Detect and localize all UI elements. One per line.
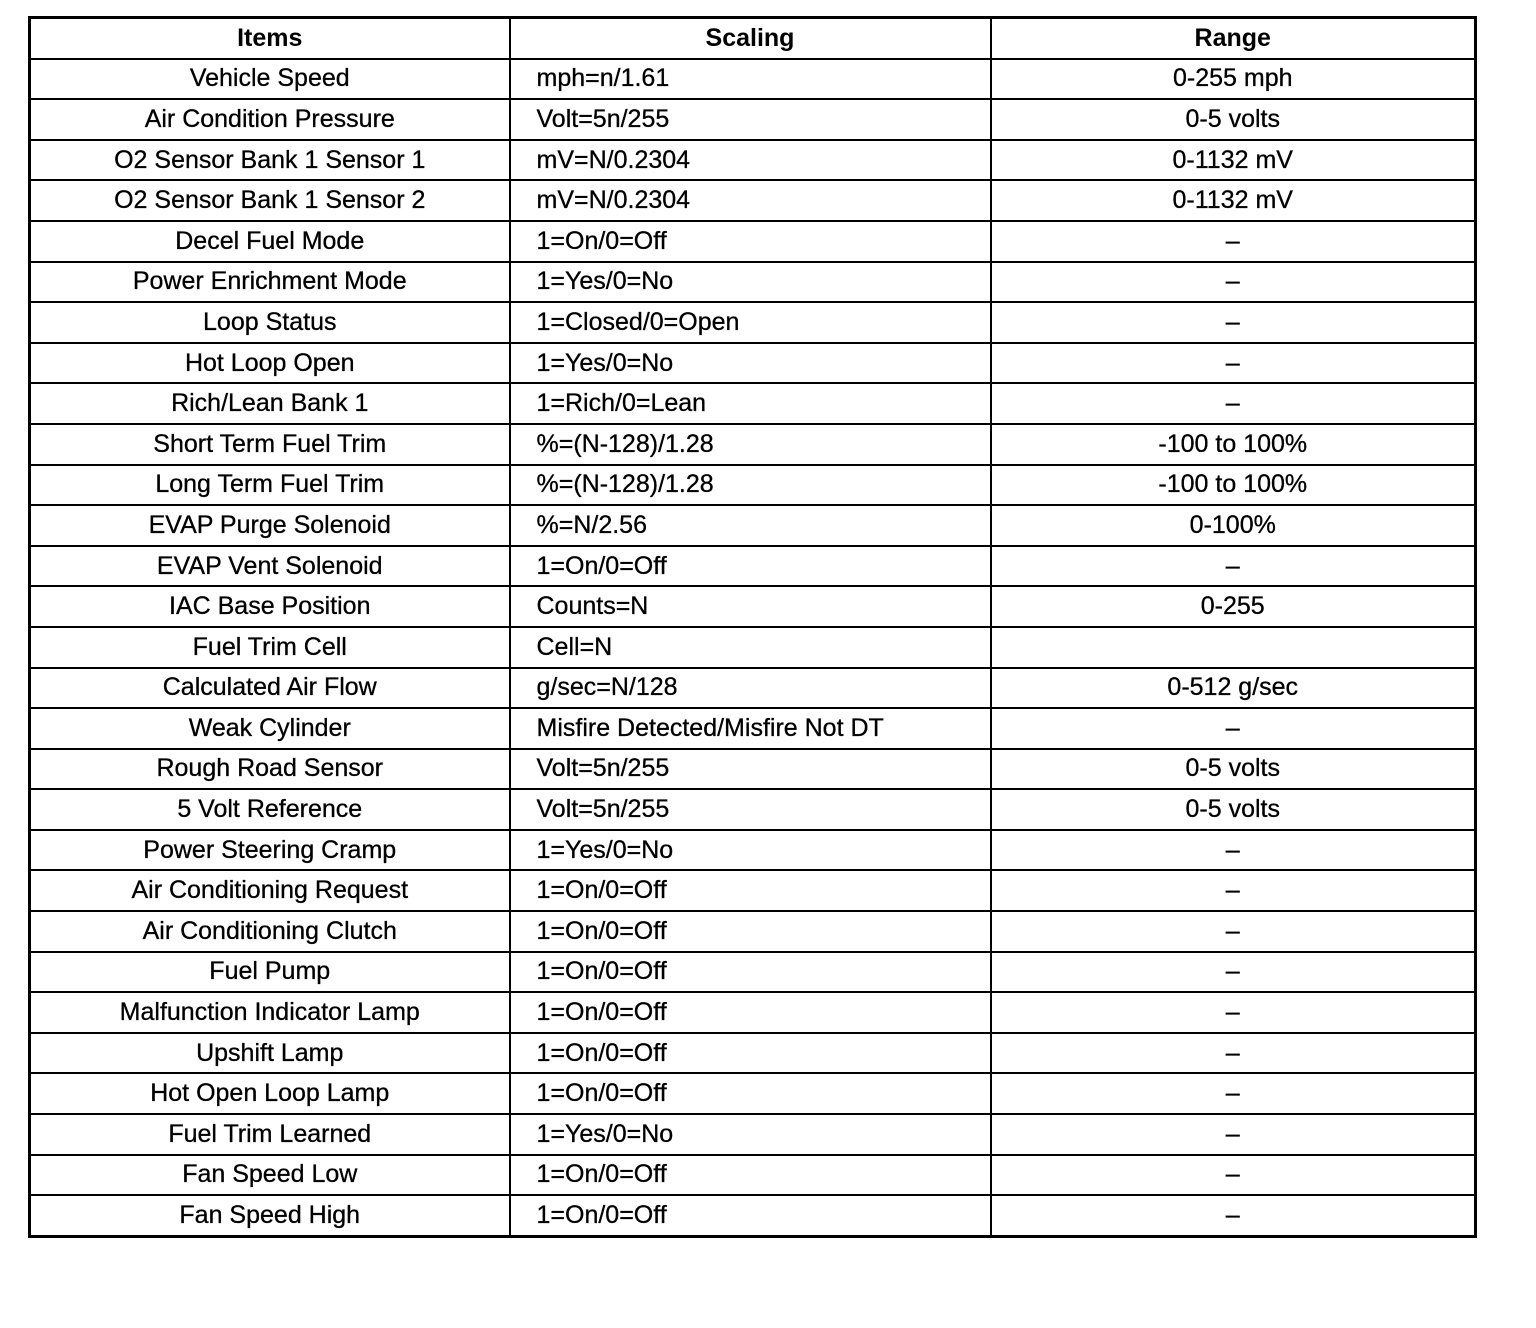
cell-scaling: mph=n/1.61 <box>510 59 991 100</box>
cell-range: – <box>991 1033 1476 1074</box>
table-row <box>30 302 1476 343</box>
cell-range: 0-5 volts <box>991 749 1476 790</box>
table-row <box>30 992 1476 1033</box>
table-row <box>30 343 1476 384</box>
cell-scaling: Volt=5n/255 <box>510 789 991 830</box>
cell-range: 0-1132 mV <box>991 140 1476 181</box>
cell-scaling: Volt=5n/255 <box>510 99 991 140</box>
cell-range: – <box>991 952 1476 993</box>
cell-range: – <box>991 708 1476 749</box>
cell-item: Power Steering Cramp <box>30 830 510 871</box>
cell-item: Rough Road Sensor <box>30 749 510 790</box>
cell-scaling: mV=N/0.2304 <box>510 180 991 221</box>
cell-range: 0-5 volts <box>991 789 1476 830</box>
cell-range: 0-512 g/sec <box>991 668 1476 709</box>
cell-item: Decel Fuel Mode <box>30 221 510 262</box>
cell-item: Air Conditioning Request <box>30 870 510 911</box>
cell-scaling: 1=Yes/0=No <box>510 262 991 303</box>
cell-scaling: Misfire Detected/Misfire Not DT <box>510 708 991 749</box>
cell-range: – <box>991 992 1476 1033</box>
cell-scaling: 1=Rich/0=Lean <box>510 383 991 424</box>
cell-scaling: 1=Closed/0=Open <box>510 302 991 343</box>
cell-item: Vehicle Speed <box>30 59 510 100</box>
table-row <box>30 221 1476 262</box>
cell-range: -100 to 100% <box>991 465 1476 506</box>
cell-scaling: 1=Yes/0=No <box>510 830 991 871</box>
table-row <box>30 140 1476 181</box>
cell-scaling: g/sec=N/128 <box>510 668 991 709</box>
cell-range: – <box>991 302 1476 343</box>
cell-item: O2 Sensor Bank 1 Sensor 2 <box>30 180 510 221</box>
cell-range: – <box>991 1155 1476 1196</box>
cell-scaling: 1=On/0=Off <box>510 992 991 1033</box>
cell-item: 5 Volt Reference <box>30 789 510 830</box>
cell-range: – <box>991 343 1476 384</box>
cell-range: – <box>991 546 1476 587</box>
table-row <box>30 59 1476 100</box>
table-row <box>30 1114 1476 1155</box>
cell-scaling: 1=On/0=Off <box>510 870 991 911</box>
cell-scaling: 1=On/0=Off <box>510 1073 991 1114</box>
header-scaling: Scaling <box>510 18 991 59</box>
table-row <box>30 749 1476 790</box>
cell-scaling: 1=On/0=Off <box>510 952 991 993</box>
table-row <box>30 180 1476 221</box>
cell-range: – <box>991 383 1476 424</box>
table-row <box>30 465 1476 506</box>
cell-scaling: 1=On/0=Off <box>510 1195 991 1236</box>
cell-scaling: %=(N-128)/1.28 <box>510 424 991 465</box>
cell-item: Rich/Lean Bank 1 <box>30 383 510 424</box>
cell-item: Hot Loop Open <box>30 343 510 384</box>
cell-item: Long Term Fuel Trim <box>30 465 510 506</box>
cell-range: -100 to 100% <box>991 424 1476 465</box>
table-row <box>30 1073 1476 1114</box>
table-body <box>30 59 1476 1237</box>
cell-item: Fan Speed High <box>30 1195 510 1236</box>
cell-item: Fan Speed Low <box>30 1155 510 1196</box>
cell-scaling: Counts=N <box>510 586 991 627</box>
table-row <box>30 952 1476 993</box>
cell-range: – <box>991 911 1476 952</box>
table-row <box>30 830 1476 871</box>
cell-item: Air Condition Pressure <box>30 99 510 140</box>
cell-range: 0-255 <box>991 586 1476 627</box>
cell-item: Calculated Air Flow <box>30 668 510 709</box>
table-row <box>30 708 1476 749</box>
cell-item: Fuel Trim Learned <box>30 1114 510 1155</box>
cell-scaling: %=(N-128)/1.28 <box>510 465 991 506</box>
header-row <box>30 18 1476 59</box>
table-row <box>30 1155 1476 1196</box>
cell-scaling: 1=On/0=Off <box>510 1155 991 1196</box>
cell-range: – <box>991 1073 1476 1114</box>
table-row <box>30 668 1476 709</box>
cell-range: 0-5 volts <box>991 99 1476 140</box>
cell-range: – <box>991 262 1476 303</box>
table-row <box>30 424 1476 465</box>
cell-scaling: 1=On/0=Off <box>510 1033 991 1074</box>
table-row <box>30 911 1476 952</box>
cell-range: 0-1132 mV <box>991 180 1476 221</box>
cell-item: Air Conditioning Clutch <box>30 911 510 952</box>
table-row <box>30 505 1476 546</box>
cell-scaling: %=N/2.56 <box>510 505 991 546</box>
header-items: Items <box>30 18 510 59</box>
cell-item: Weak Cylinder <box>30 708 510 749</box>
cell-range: – <box>991 1195 1476 1236</box>
cell-scaling: 1=Yes/0=No <box>510 1114 991 1155</box>
table-header <box>30 18 1476 59</box>
cell-item: Power Enrichment Mode <box>30 262 510 303</box>
cell-range: – <box>991 221 1476 262</box>
table-row <box>30 586 1476 627</box>
cell-item: Malfunction Indicator Lamp <box>30 992 510 1033</box>
cell-scaling: 1=On/0=Off <box>510 546 991 587</box>
cell-range: – <box>991 830 1476 871</box>
scaling-table <box>28 16 1477 1238</box>
cell-range: 0-100% <box>991 505 1476 546</box>
cell-item: IAC Base Position <box>30 586 510 627</box>
cell-scaling: 1=Yes/0=No <box>510 343 991 384</box>
cell-range: 0-255 mph <box>991 59 1476 100</box>
cell-item: O2 Sensor Bank 1 Sensor 1 <box>30 140 510 181</box>
table-row <box>30 870 1476 911</box>
table-row <box>30 1033 1476 1074</box>
header-range: Range <box>991 18 1476 59</box>
cell-item: Fuel Pump <box>30 952 510 993</box>
cell-item: EVAP Purge Solenoid <box>30 505 510 546</box>
table-row <box>30 789 1476 830</box>
cell-item: Loop Status <box>30 302 510 343</box>
cell-scaling: Volt=5n/255 <box>510 749 991 790</box>
cell-scaling: mV=N/0.2304 <box>510 140 991 181</box>
table-row <box>30 99 1476 140</box>
cell-scaling: 1=On/0=Off <box>510 911 991 952</box>
cell-item: Hot Open Loop Lamp <box>30 1073 510 1114</box>
cell-item: Short Term Fuel Trim <box>30 424 510 465</box>
table-row <box>30 627 1476 668</box>
cell-item: EVAP Vent Solenoid <box>30 546 510 587</box>
cell-item: Fuel Trim Cell <box>30 627 510 668</box>
cell-item: Upshift Lamp <box>30 1033 510 1074</box>
cell-scaling: 1=On/0=Off <box>510 221 991 262</box>
cell-scaling: Cell=N <box>510 627 991 668</box>
cell-range <box>991 627 1476 668</box>
cell-range: – <box>991 870 1476 911</box>
table-row <box>30 383 1476 424</box>
table-row <box>30 546 1476 587</box>
cell-range: – <box>991 1114 1476 1155</box>
table-row <box>30 1195 1476 1236</box>
table-row <box>30 262 1476 303</box>
